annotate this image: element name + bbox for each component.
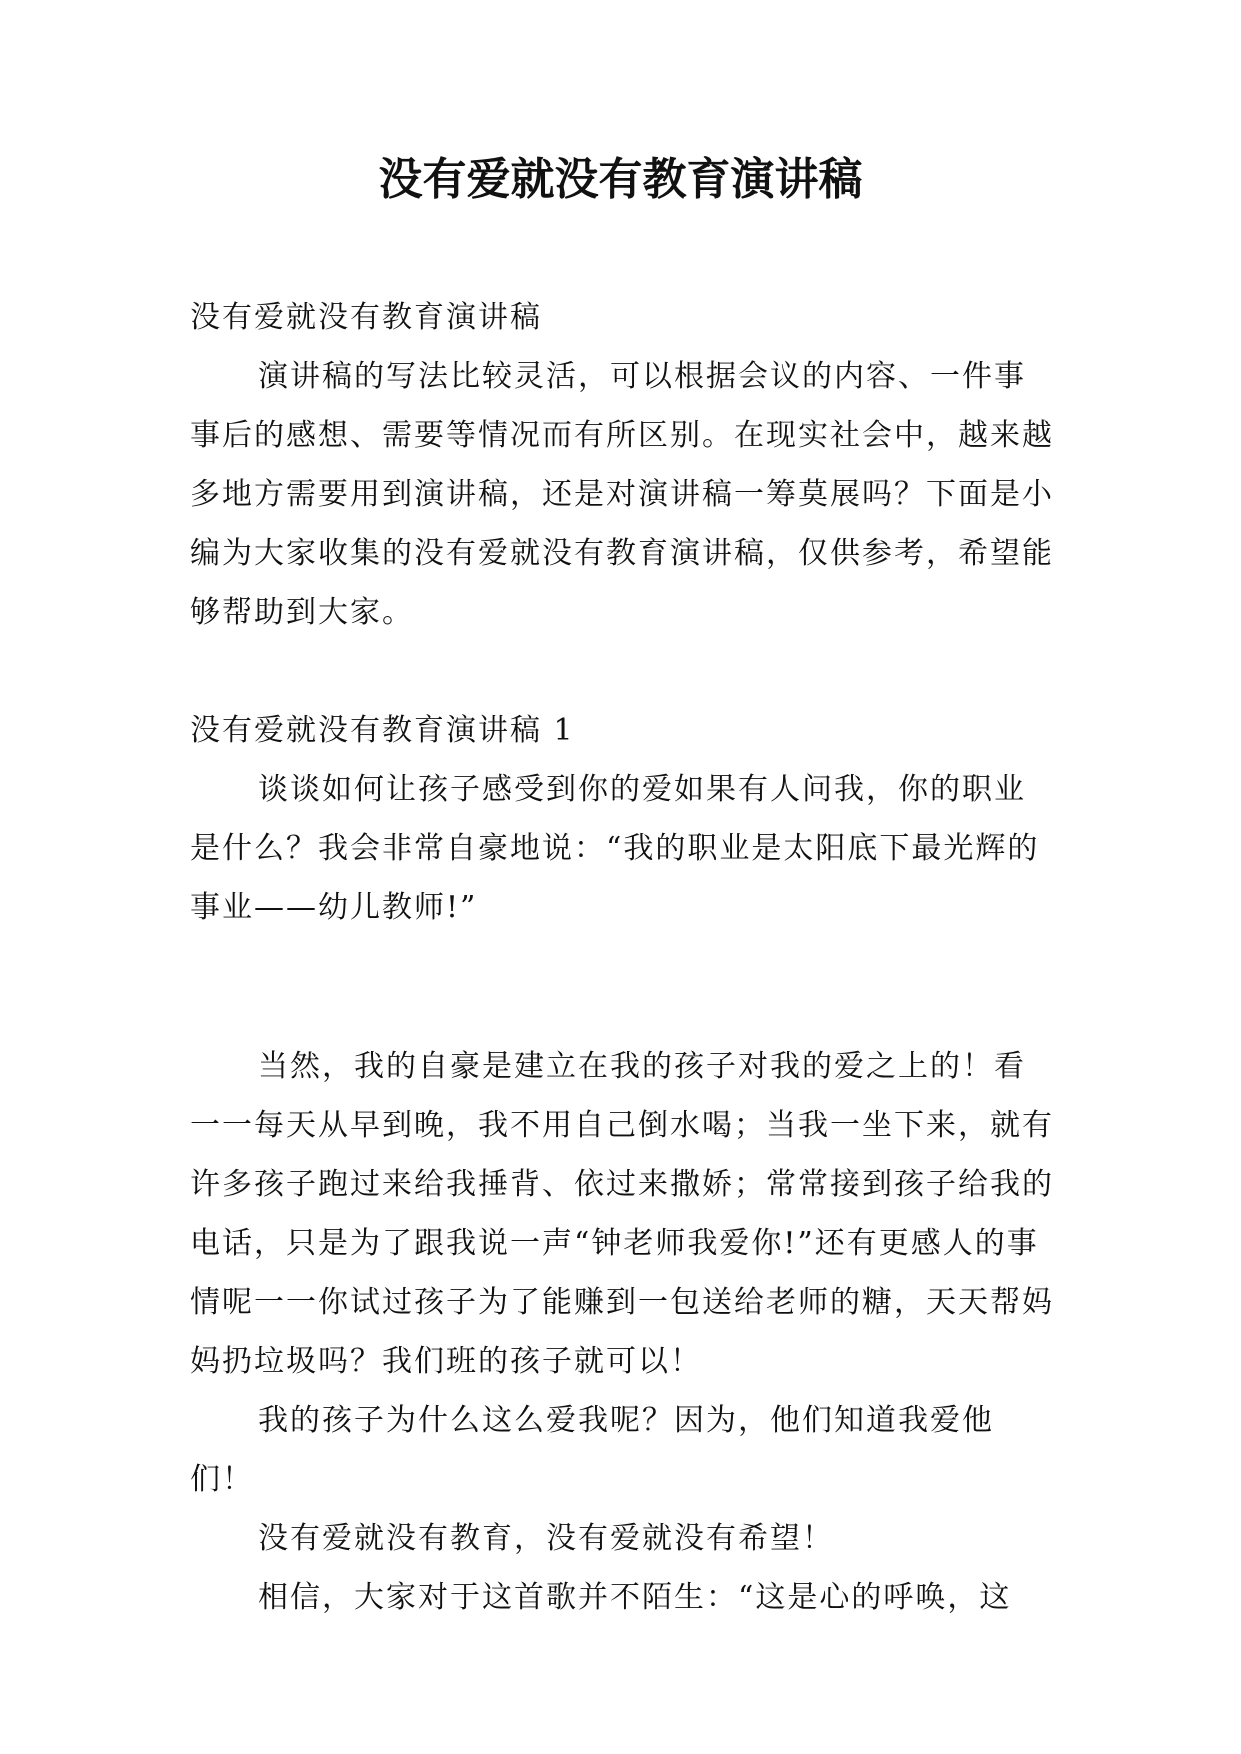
paragraph: 当然，我的自豪是建立在我的孩子对我的爱之上的！看一一每天从早到晚，我不用自己倒水喝；当我一坐下来，就有许多孩子跑过来给我捶背、依过来撒娇；常常接到孩子给我的电话，只是为了跟我说一声“钟老师我爱你!”还有更感人的事情呢一一你试过孩子为了能赚到一包送给老师的糖，天天帮妈妈扔垃圾吗？我们班的孩子就可以！ — [190, 1049, 1054, 1379]
document-title: 没有爱就没有教育演讲稿 — [378, 154, 863, 205]
paragraph: 谈谈如何让孩子感受到你的爱如果有人问我，你的职业是什么？我会非常自豪地说：“我的职业是太阳底下最光辉的事业——幼儿教师!” — [190, 772, 1040, 925]
paragraph: 相信，大家对于这首歌并不陌生：“这是心的呼唤，这 — [258, 1580, 1012, 1615]
document-body — [190, 288, 1056, 1627]
paragraph-intro: 演讲稿的写法比较灵活，可以根据会议的内容、一件事事后的感想、需要等情况而有所区别。在现实社会中，越来越多地方需要用到演讲稿，还是对演讲稿一筹莫展吗？下面是小编为大家收集的没有爱就没有教育演讲稿，仅供参考，希望能够帮助到大家。 — [190, 359, 1054, 630]
paragraph-spacer — [190, 642, 1056, 701]
paragraph-spacer — [190, 937, 1056, 1037]
paragraph-subtitle: 没有爱就没有教育演讲稿 — [190, 300, 542, 335]
paragraph: 没有爱就没有教育，没有爱就没有希望！ — [258, 1521, 834, 1556]
section-heading: 没有爱就没有教育演讲稿 1 — [190, 713, 575, 748]
paragraph: 我的孩子为什么这么爱我呢？因为，他们知道我爱他们！ — [190, 1403, 994, 1497]
